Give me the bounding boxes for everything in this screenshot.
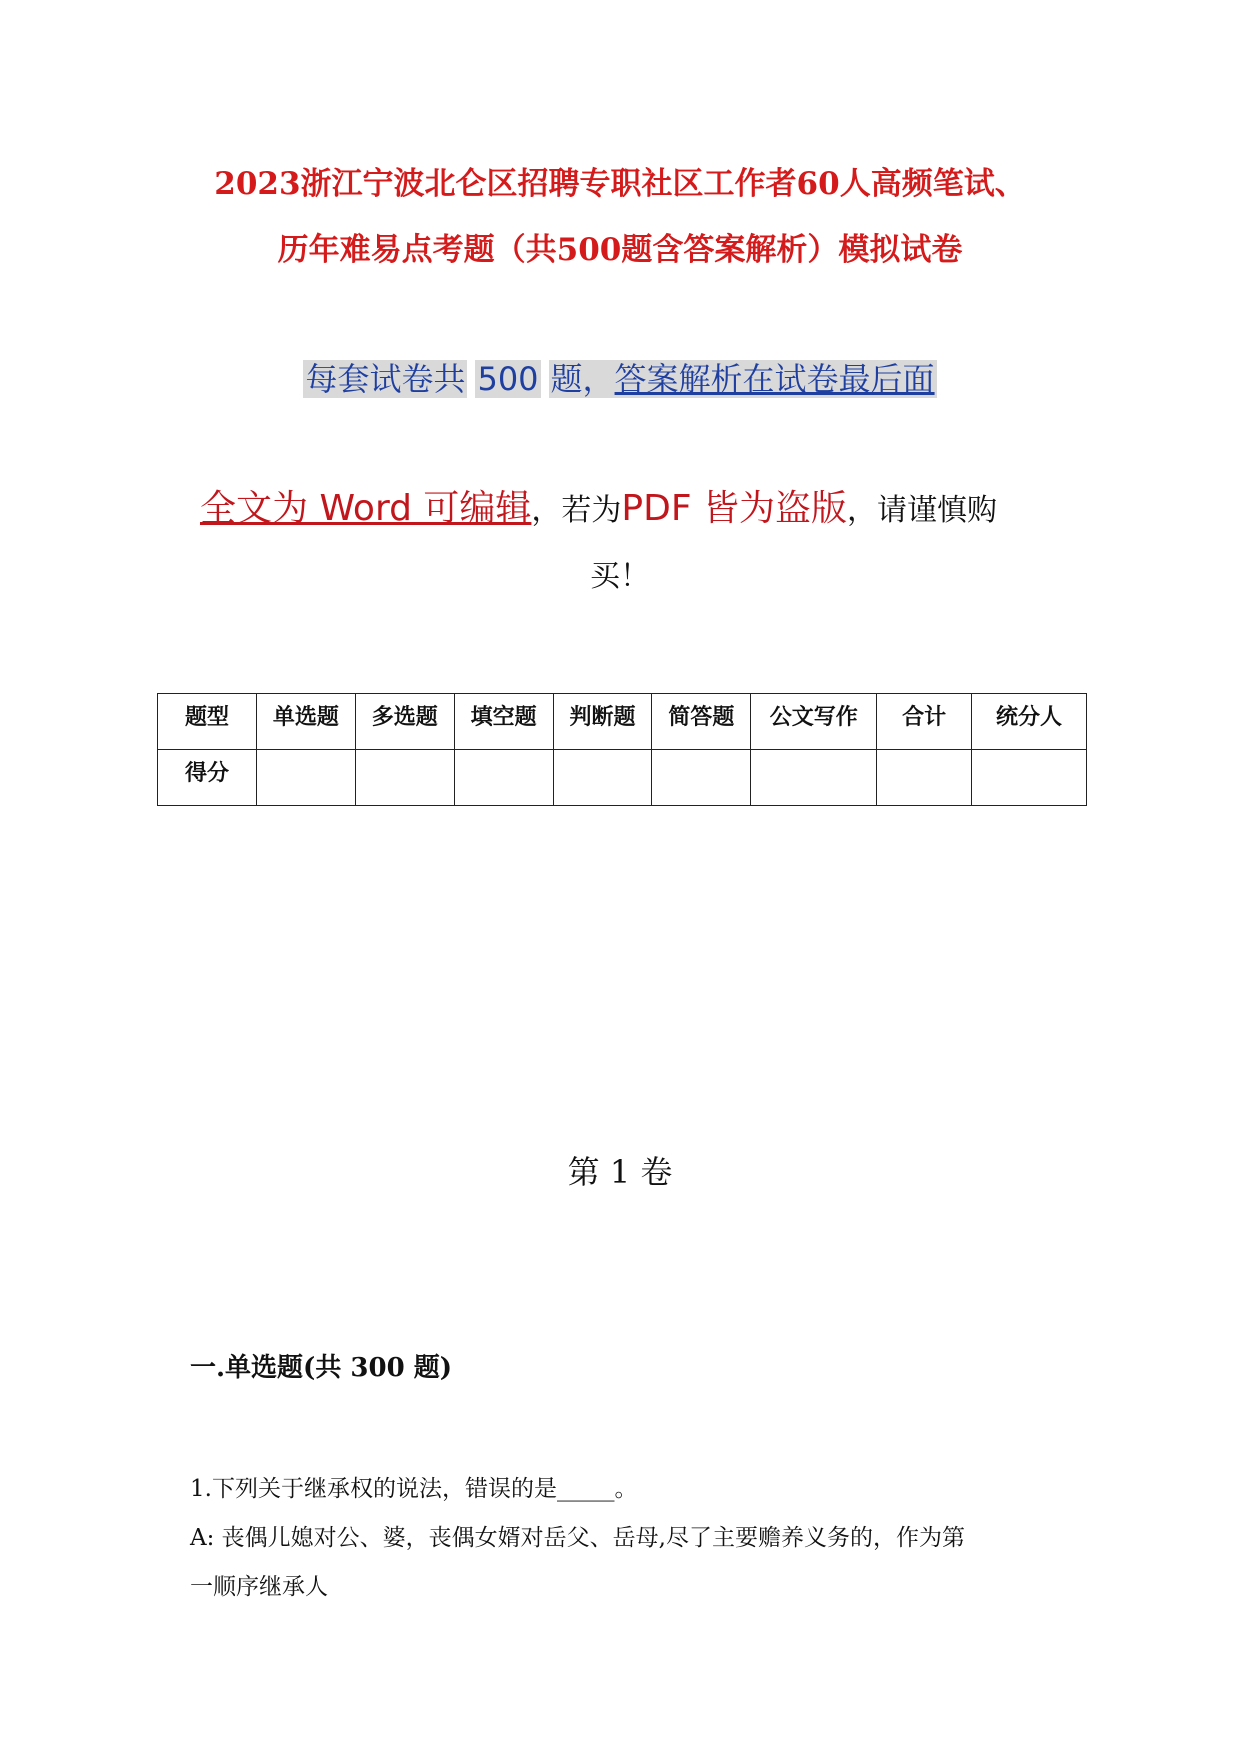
notice-part3: 答案解析在试卷最后面 [614,360,935,398]
document-title-line1: 2023浙江宁波北仑区招聘专职社区工作者60人高频笔试、 [214,166,1026,202]
header-cell: 判断题 [553,694,652,750]
score-cell [355,750,454,806]
notice-part2-text: 题， [550,360,615,398]
score-cell [751,750,877,806]
score-table-score-row [158,750,1087,806]
score-table-header-row [158,694,1087,750]
word-editable-notice [200,484,1060,536]
score-cell [972,750,1087,806]
notice-part1: 每套试卷共 [305,360,466,398]
notice-part2 [549,360,937,398]
word-notice-sep2: ，请谨慎购 [847,493,998,528]
score-table [157,693,1087,806]
word-notice-sep1: ，若为 [531,493,622,528]
header-cell: 公文写作 [751,694,877,750]
answer-notice [0,355,1240,403]
header-cell: 合计 [877,694,972,750]
header-cell: 题型 [158,694,257,750]
header-cell: 填空题 [454,694,553,750]
header-cell: 简答题 [652,694,751,750]
header-cell: 统分人 [972,694,1087,750]
question-stem: 1.下列关于继承权的说法，错误的是_____。 [190,1476,638,1502]
word-notice-part3: 买！ [590,559,650,594]
score-row-label: 得分 [158,750,257,806]
question-option-a-line1: A: 丧偶儿媳对公、婆，丧偶女婿对岳父、岳母,尽了主要赡养义务的，作为第 [190,1525,965,1551]
word-notice-part2: PDF 皆为盗版 [621,488,848,529]
score-cell [652,750,751,806]
header-cell: 多选题 [355,694,454,750]
volume-heading: 第 1 卷 [567,1153,673,1191]
score-cell [877,750,972,806]
score-cell [454,750,553,806]
question-option-a-line2: 一顺序继承人 [190,1574,328,1600]
word-notice-part1: 全文为 Word 可编辑 [200,488,532,529]
section-heading: 一.单选题(共 300 题) [190,1353,453,1383]
notice-count: 500 [477,360,539,398]
document-title-line2: 历年难易点考题（共500题含答案解析）模拟试卷 [277,232,963,268]
header-cell: 单选题 [256,694,355,750]
score-cell [256,750,355,806]
score-cell [553,750,652,806]
